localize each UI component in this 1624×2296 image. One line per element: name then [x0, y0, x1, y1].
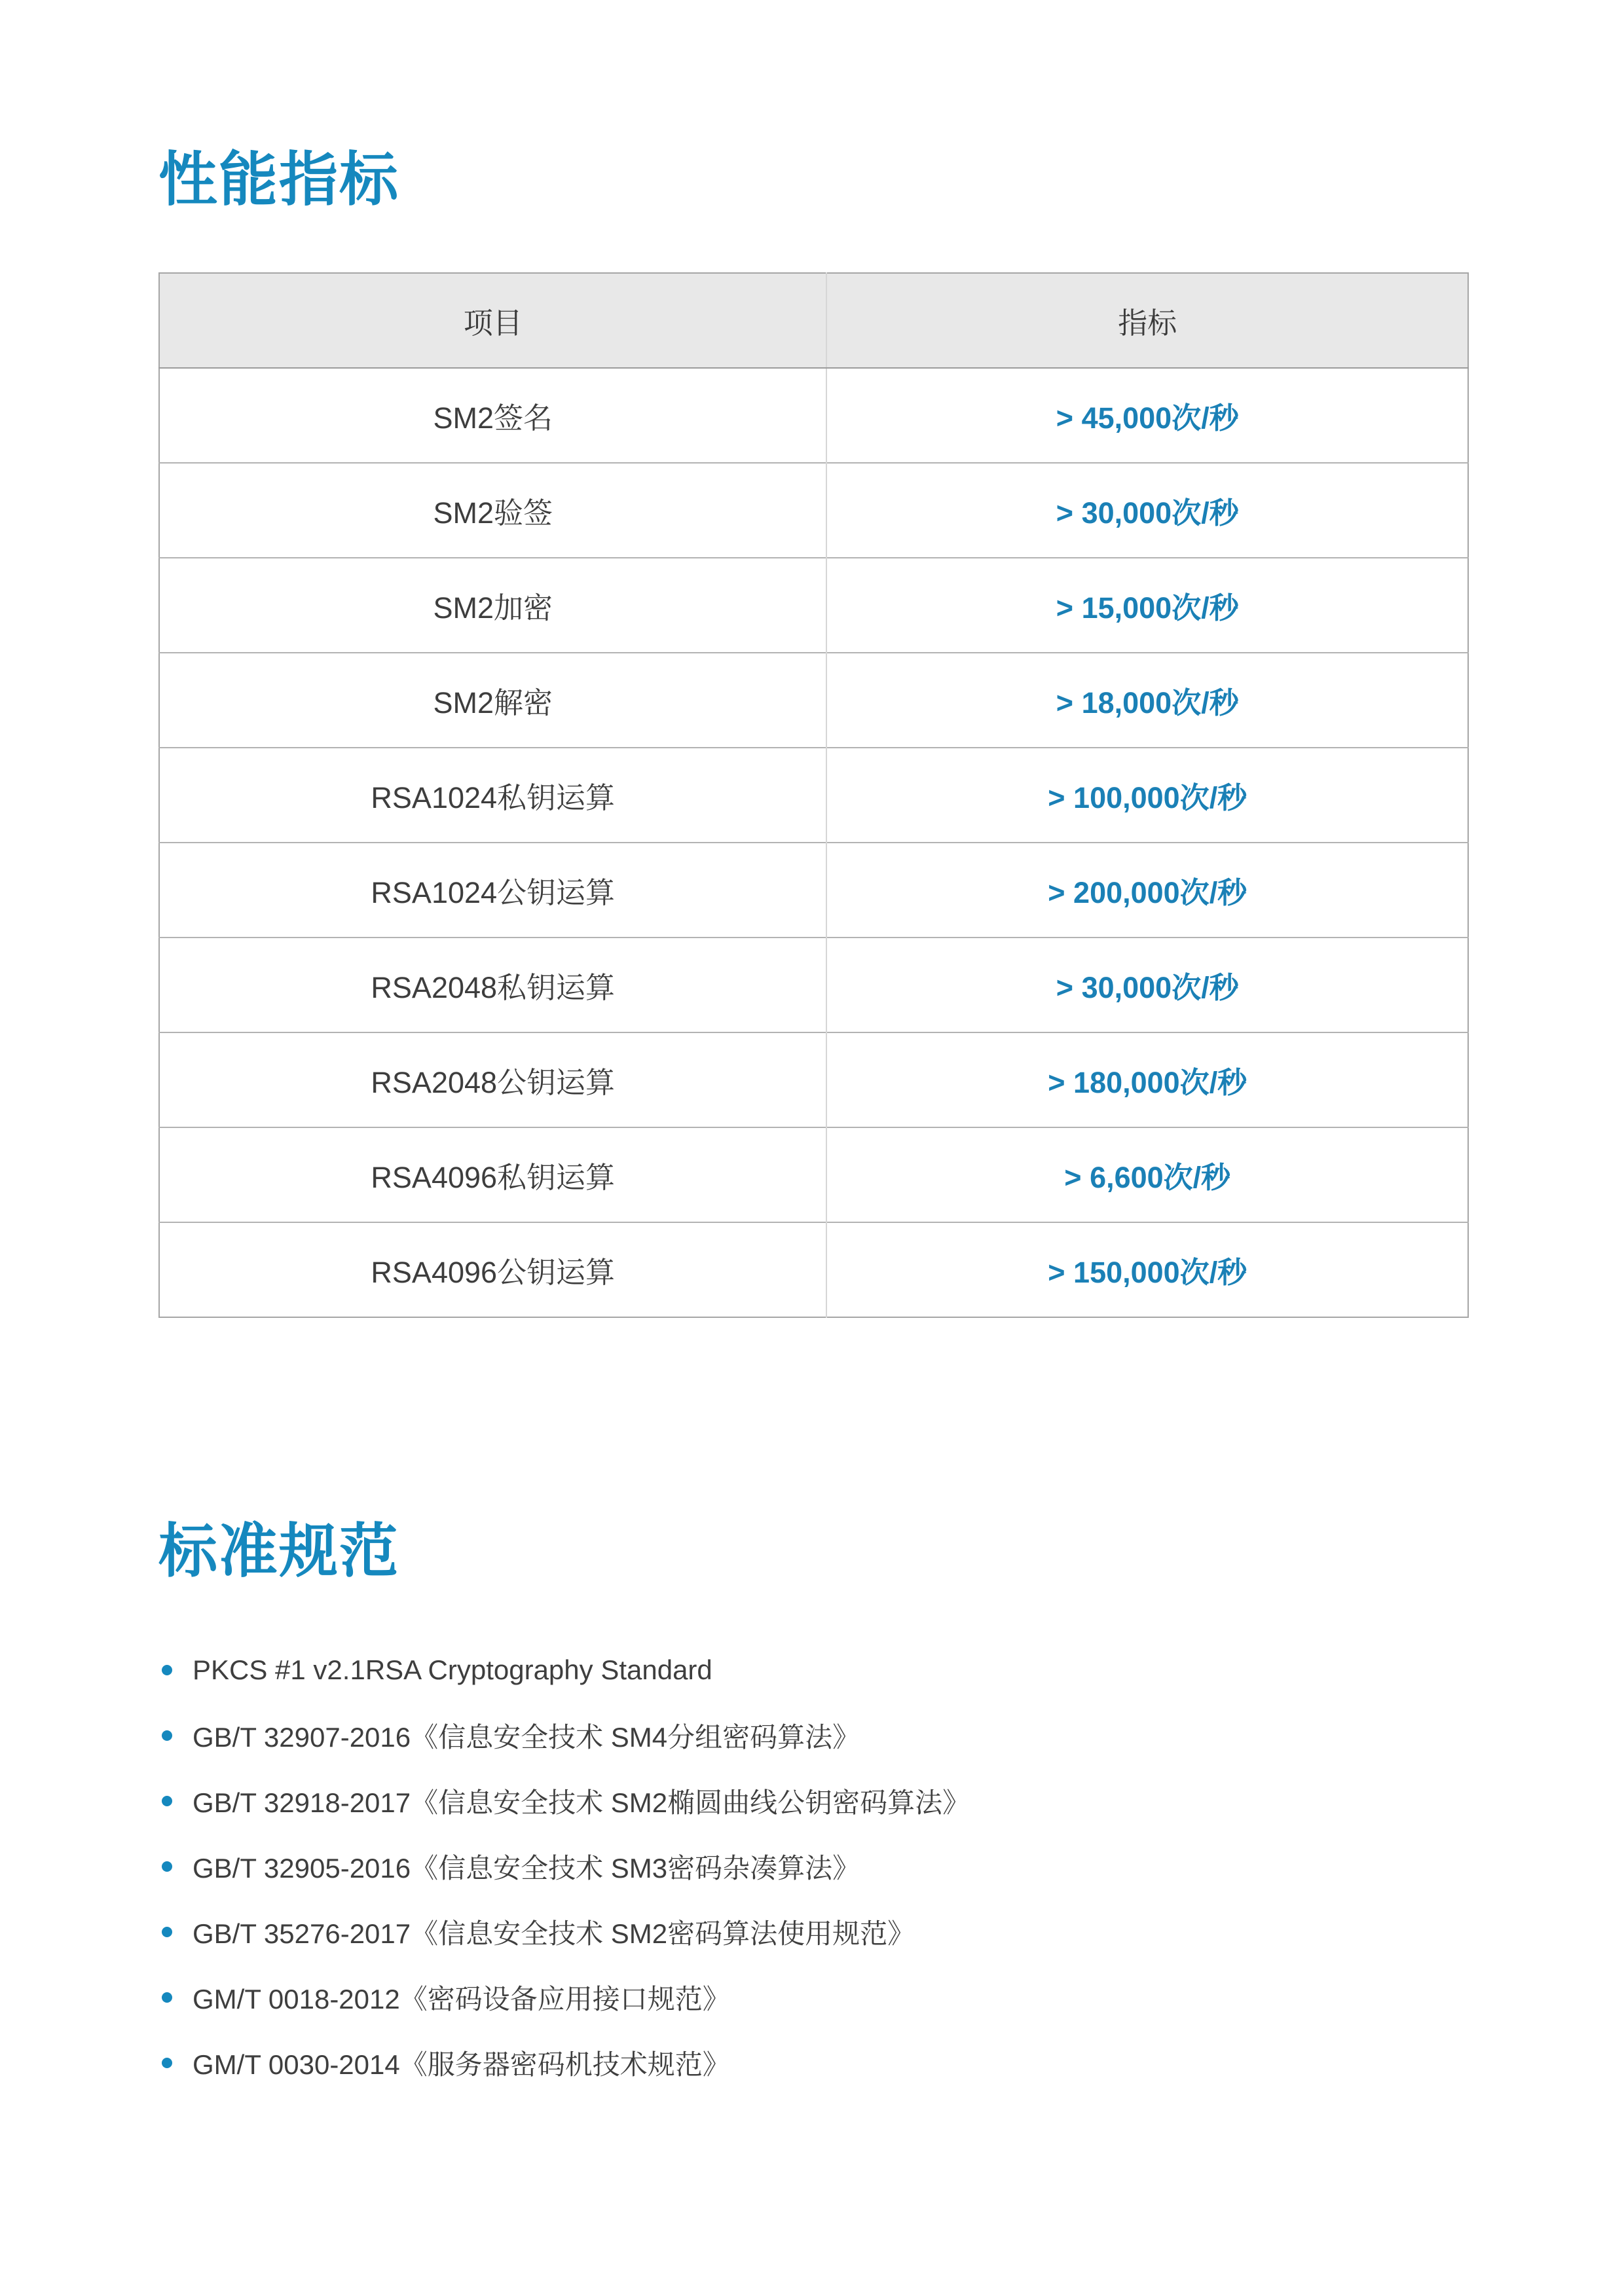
standards-section-title: 标准规范 [158, 1519, 399, 1584]
bullet-dot-icon [162, 1992, 172, 2003]
table-header-item: 项目 [159, 273, 826, 368]
value-cell: > 6,600次/秒 [826, 1127, 1468, 1222]
standards-item-text: GM/T 0018-2012《密码设备应用接口规范》 [193, 1984, 730, 2014]
value-cell: > 30,000次/秒 [826, 463, 1468, 558]
bullet-dot-icon [162, 2058, 172, 2068]
standards-item-text: PKCS #1 v2.1RSA Cryptography Standard [193, 1654, 712, 1685]
performance-table [158, 272, 1469, 1318]
standards-list-item [158, 1703, 1469, 1768]
page-content [158, 0, 1469, 2096]
item-cell: RSA2048公钥运算 [159, 1032, 826, 1127]
value-cell: > 200,000次/秒 [826, 843, 1468, 938]
item-cell: RSA4096私钥运算 [159, 1127, 826, 1222]
table-header-value: 指标 [826, 273, 1468, 368]
value-cell: > 30,000次/秒 [826, 938, 1468, 1032]
item-cell: RSA4096公钥运算 [159, 1222, 826, 1317]
table-row [159, 463, 1468, 558]
table-row [159, 843, 1468, 938]
value-cell: > 180,000次/秒 [826, 1032, 1468, 1127]
bullet-dot-icon [162, 1861, 172, 1872]
item-cell: RSA2048私钥运算 [159, 938, 826, 1032]
standards-list-item [158, 1637, 1469, 1703]
item-cell: SM2解密 [159, 653, 826, 748]
value-cell: > 15,000次/秒 [826, 558, 1468, 653]
value-cell: > 150,000次/秒 [826, 1222, 1468, 1317]
item-cell: SM2加密 [159, 558, 826, 653]
table-row [159, 368, 1468, 463]
standards-list-item [158, 1834, 1469, 1899]
standards-item-text: GB/T 32905-2016《信息安全技术 SM3密码杂凑算法》 [193, 1853, 860, 1884]
table-row [159, 558, 1468, 653]
bullet-dot-icon [162, 1927, 172, 1937]
table-row [159, 1127, 1468, 1222]
table-row [159, 653, 1468, 748]
value-cell: > 18,000次/秒 [826, 653, 1468, 748]
item-cell: RSA1024公钥运算 [159, 843, 826, 938]
standards-list-item [158, 1899, 1469, 1965]
value-cell: > 45,000次/秒 [826, 368, 1468, 463]
item-cell: RSA1024私钥运算 [159, 748, 826, 843]
standards-list-item [158, 1768, 1469, 1834]
standards-item-text: GB/T 32907-2016《信息安全技术 SM4分组密码算法》 [193, 1722, 860, 1753]
standards-item-text: GB/T 35276-2017《信息安全技术 SM2密码算法使用规范》 [193, 1918, 915, 1949]
standards-item-text: GM/T 0030-2014《服务器密码机技术规范》 [193, 2049, 730, 2080]
bullet-dot-icon [162, 1796, 172, 1806]
standards-list-item [158, 1965, 1469, 2030]
bullet-dot-icon [162, 1730, 172, 1741]
table-row [159, 938, 1468, 1032]
standards-list-item [158, 2030, 1469, 2096]
item-cell: SM2签名 [159, 368, 826, 463]
standards-list [158, 1637, 1469, 2096]
table-row [159, 1222, 1468, 1317]
item-cell: SM2验签 [159, 463, 826, 558]
standards-item-text: GB/T 32918-2017《信息安全技术 SM2椭圆曲线公钥密码算法》 [193, 1787, 970, 1818]
table-header-row [159, 273, 1468, 368]
table-row [159, 1032, 1468, 1127]
performance-section-title: 性能指标 [158, 147, 399, 213]
table-row [159, 748, 1468, 843]
bullet-dot-icon [162, 1665, 172, 1675]
value-cell: > 100,000次/秒 [826, 748, 1468, 843]
